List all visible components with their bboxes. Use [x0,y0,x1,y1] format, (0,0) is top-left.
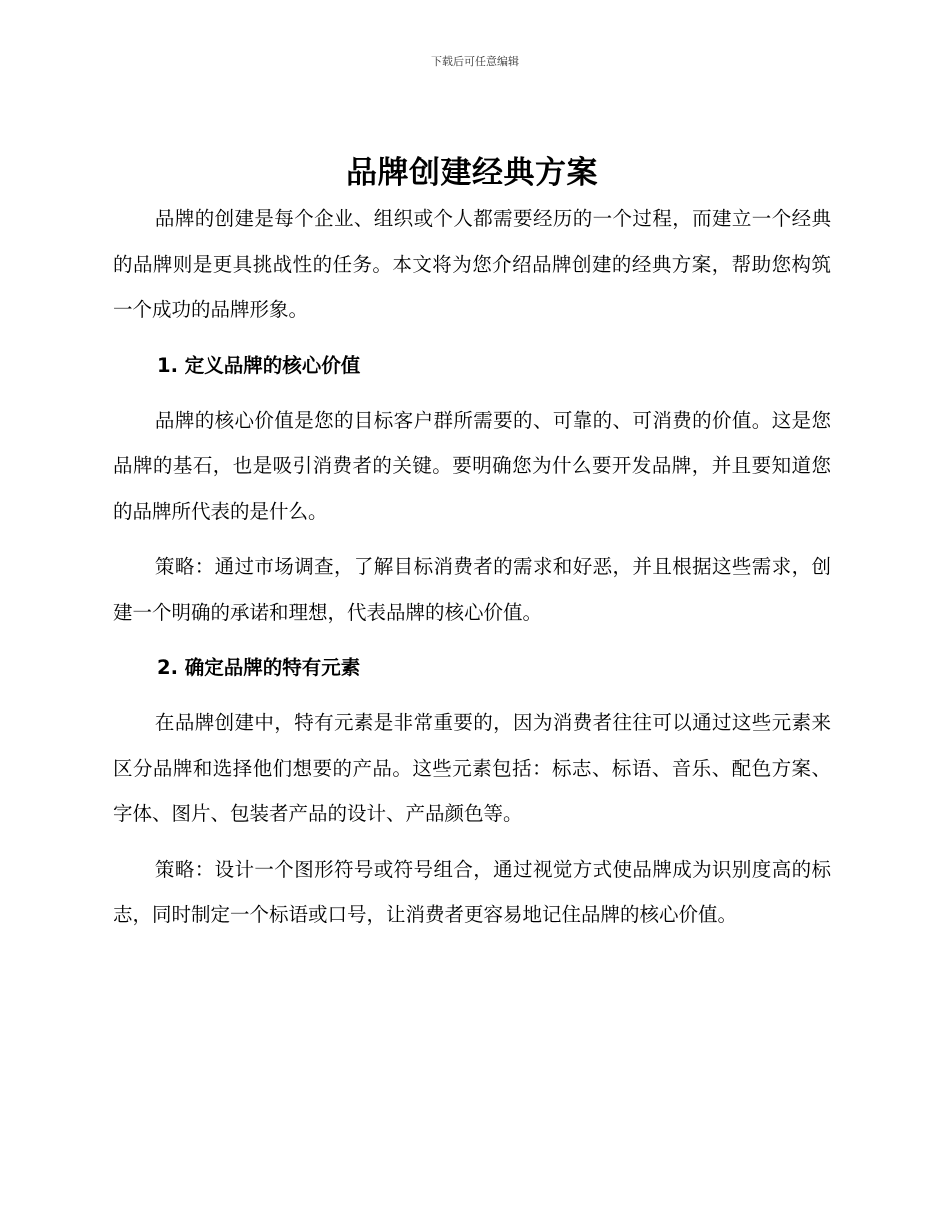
page-header: 下载后可任意编辑 [431,55,519,68]
section-1-heading: 1. 定义品牌的核心价值 [157,353,361,377]
section-2-body: 在品牌创建中，特有元素是非常重要的，因为消费者往往可以通过这些元素来区分品牌和选择他们想要的产品。这些元素包括：标志、标语、音乐、配色方案、字体、图片、包装者产品的设计、产品颜色等。 [113,711,831,825]
document-title: 品牌创建经典方案 [346,155,598,191]
section-2-strategy: 策略：设计一个图形符号或符号组合，通过视觉方式使品牌成为识别度高的标志，同时制定一个标语或口号，让消费者更容易地记住品牌的核心价值。 [113,857,831,926]
section-1-strategy: 策略：通过市场调查，了解目标消费者的需求和好恶，并且根据这些需求，创建一个明确的承诺和理想，代表品牌的核心价值。 [113,555,831,624]
intro-paragraph: 品牌的创建是每个企业、组织或个人都需要经历的一个过程，而建立一个经典的品牌则是更具挑战性的任务。本文将为您介绍品牌创建的经典方案，帮助您构筑一个成功的品牌形象。 [113,207,831,321]
document-body [113,148,831,938]
section-2-heading: 2. 确定品牌的特有元素 [157,656,361,679]
section-1-body: 品牌的核心价值是您的目标客户群所需要的、可靠的、可消费的价值。这是您品牌的基石，也是吸引消费者的关键。要明确您为什么要开发品牌，并且要知道您的品牌所代表的是什么。 [113,408,831,523]
